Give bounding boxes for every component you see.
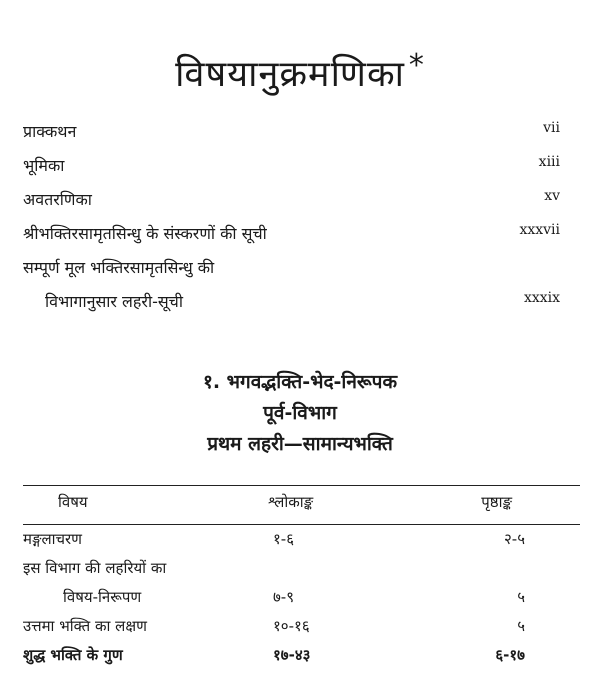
contents-table [23,485,580,674]
header-pages: पृष्ठाङ्क [481,493,512,511]
toc-item [23,154,560,188]
toc-item [23,188,560,222]
toc-item [23,290,560,324]
row-topic: शुद्ध भक्ति के गुण [23,646,123,664]
toc-item-label: भूमिका [23,156,65,175]
table-row [23,616,580,645]
header-verses: श्लोकाङ्क [268,493,314,511]
toc-list [23,120,560,324]
toc-item [23,256,560,290]
table-row [23,558,580,587]
toc-item-label: अवतरणिका [23,190,92,209]
toc-item [23,120,560,154]
row-verses: १७-४३ [273,646,311,664]
row-topic: उत्तमा भक्ति का लक्षण [23,617,147,635]
row-pages: ५ [517,588,525,606]
row-pages: ५ [517,617,525,635]
section-header [0,368,600,461]
toc-item-label: प्राक्कथन [23,122,77,141]
row-topic: इस विभाग की लहरियों का [23,559,167,577]
title-asterisk: * [408,48,425,83]
section-heading: १. भगवद्भक्ति-भेद-निरूपक [202,371,398,393]
toc-item-page: xxxix [523,290,560,306]
row-topic: मङ्गलाचरण [23,530,83,548]
table-row [23,587,580,616]
table-row [23,645,580,674]
toc-item [23,222,560,256]
toc-item-page: xxxvii [519,222,560,238]
row-pages: ६-१७ [495,646,525,664]
row-verses: ७-९ [273,588,295,606]
table-row [23,525,580,558]
row-pages: २-५ [503,530,525,548]
toc-item-page: vii [543,120,560,136]
chapter-title: प्रथम लहरी—सामान्यभक्ति [207,433,393,455]
toc-item-label: सम्पूर्ण मूल भक्तिरसामृतसिन्धु की [23,258,215,277]
row-topic: विषय-निरूपण [63,588,142,606]
toc-item-page: xv [544,188,560,204]
toc-item-page: xiii [538,154,560,170]
row-verses: १०-१६ [273,617,310,635]
title-text: विषयानुक्रमणिका [175,54,405,95]
page-title [0,48,600,97]
toc-item-label: श्रीभक्तिरसामृतसिन्धु के संस्करणों की सूची [23,224,267,243]
section-subheading: पूर्व-विभाग [263,402,337,424]
toc-item-label: विभागानुसार लहरी-सूची [45,292,183,311]
row-verses: १-६ [273,530,295,548]
header-topic: विषय [58,493,88,511]
table-header [23,486,580,524]
